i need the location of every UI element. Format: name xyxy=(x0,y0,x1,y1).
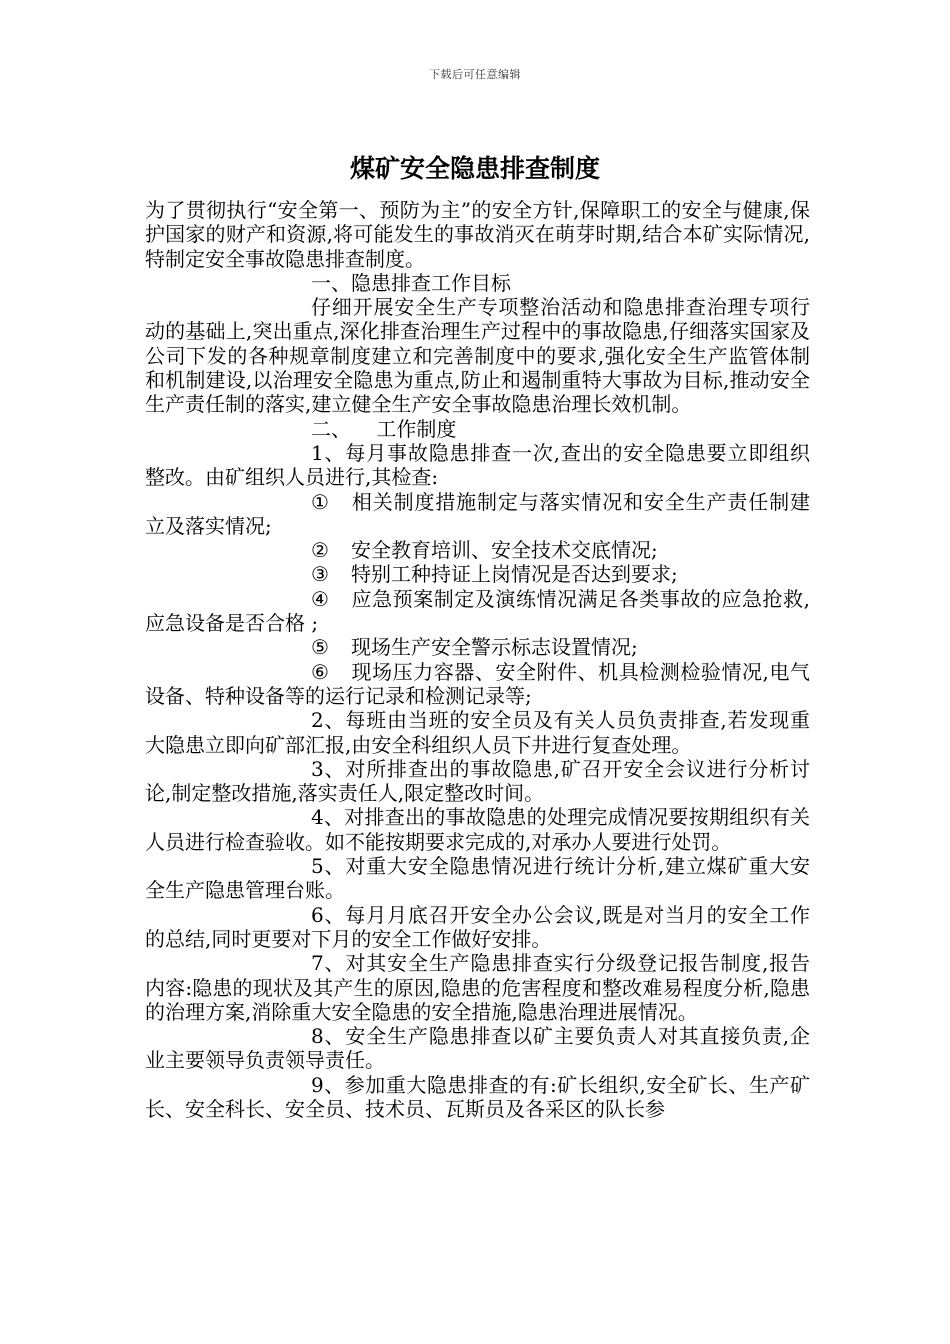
work-rule-item-8: 8、安全生产隐患排查以矿主要负责人对其直接负责,企业主要领导负责领导责任。 xyxy=(145,1024,810,1073)
section-1-heading: 一、隐患排查工作目标 xyxy=(311,270,511,295)
check-subitem xyxy=(145,538,810,562)
subitem-text: 特别工种持证上岗情况是否达到要求; xyxy=(351,562,678,587)
check-subitem xyxy=(145,660,810,709)
subitem-marker: ② xyxy=(311,538,329,563)
work-rule-item-3: 3、对所排查出的事故隐患,矿召开安全会议进行分析讨论,制定整改措施,落实责任人,限定整改时间。 xyxy=(145,756,810,806)
document-title: 煤矿安全隐患排查制度 xyxy=(349,154,600,183)
subitem-marker: ⑤ xyxy=(311,635,329,660)
subitem-text: 现场压力容器、安全附件、机具检测检验情况,电气设备、特种设备等的运行记录和检测记录等; xyxy=(145,659,810,708)
document-body xyxy=(145,198,810,1121)
intro-paragraph: 为了贯彻执行“安全第一、预防为主”的安全方针,保障职工的安全与健康,保护国家的财产和资源,将可能发生的事故消灭在萌芽时期,结合本矿实际情况,特制定安全事故隐患排查制度。 xyxy=(145,198,810,271)
section-1-paragraph: 仔细开展安全生产专项整治活动和隐患排查治理专项行动的基础上,突出重点,深化排查治理生产过程中的事故隐患,仔细落实国家及公司下发的各种规章制度建立和完善制度中的要求,强化安全生产监管体制和机制建设,以治理安全隐患为重点,防止和遏制重特大事故为目标,推动安全生产责任制的落实,建立健全生产安全事故隐患治理长效机制。 xyxy=(145,295,810,417)
header-note: 下载后可任意编辑 xyxy=(429,68,521,81)
subitem-marker: ③ xyxy=(311,562,329,587)
work-rule-item-2: 2、每班由当班的安全员及有关人员负责排查,若发现重大隐患立即向矿部汇报,由安全科组织人员下井进行复查处理。 xyxy=(145,708,810,757)
check-subitem xyxy=(145,587,810,636)
work-rule-item-7: 7、对其安全生产隐患排查实行分级登记报告制度,报告内容:隐患的现状及其产生的原因,隐患的危害程度和整改难易程度分析,隐患的治理方案,消除重大安全隐患的安全措施,隐患治理进展情况。 xyxy=(145,951,810,1024)
subitem-text: 现场生产安全警示标志设置情况; xyxy=(351,635,638,660)
subitem-text: 相关制度措施制定与落实情况和安全生产责任制建立及落实情况; xyxy=(145,489,810,538)
work-rule-item-4: 4、对排查出的事故隐患的处理完成情况要按期组织有关人员进行检查验收。如不能按期要求完成的,对承办人要进行处罚。 xyxy=(145,805,810,854)
section-2-heading xyxy=(145,417,810,441)
section-2-heading-text: 二、 工作制度 xyxy=(311,416,457,441)
work-rule-item-1: 1、每月事故隐患排查一次,查出的安全隐患要立即组织整改。由矿组织人员进行,其检查: xyxy=(145,440,810,490)
subitem-marker: ⑥ xyxy=(311,659,329,684)
check-subitem xyxy=(145,562,810,586)
subitem-text: 安全教育培训、安全技术交底情况; xyxy=(351,538,658,563)
check-subitem xyxy=(145,635,810,659)
work-rule-item-5: 5、对重大安全隐患情况进行统计分析,建立煤矿重大安全生产隐患管理台账。 xyxy=(145,854,810,903)
work-rule-item-9: 9、参加重大隐患排查的有:矿长组织,安全矿长、生产矿长、安全科长、安全员、技术员、瓦斯员及各采区的队长参 xyxy=(145,1072,810,1121)
work-rule-item-6: 6、每月月底召开安全办公会议,既是对当月的安全工作的总结,同时更要对下月的安全工作做好安排。 xyxy=(145,902,810,951)
subitem-marker: ① xyxy=(311,489,329,514)
check-subitem xyxy=(145,490,810,539)
subitem-marker: ④ xyxy=(311,586,329,611)
subitem-text: 应急预案制定及演练情况满足各类事故的应急抢救,应急设备是否合格 ; xyxy=(145,586,810,636)
